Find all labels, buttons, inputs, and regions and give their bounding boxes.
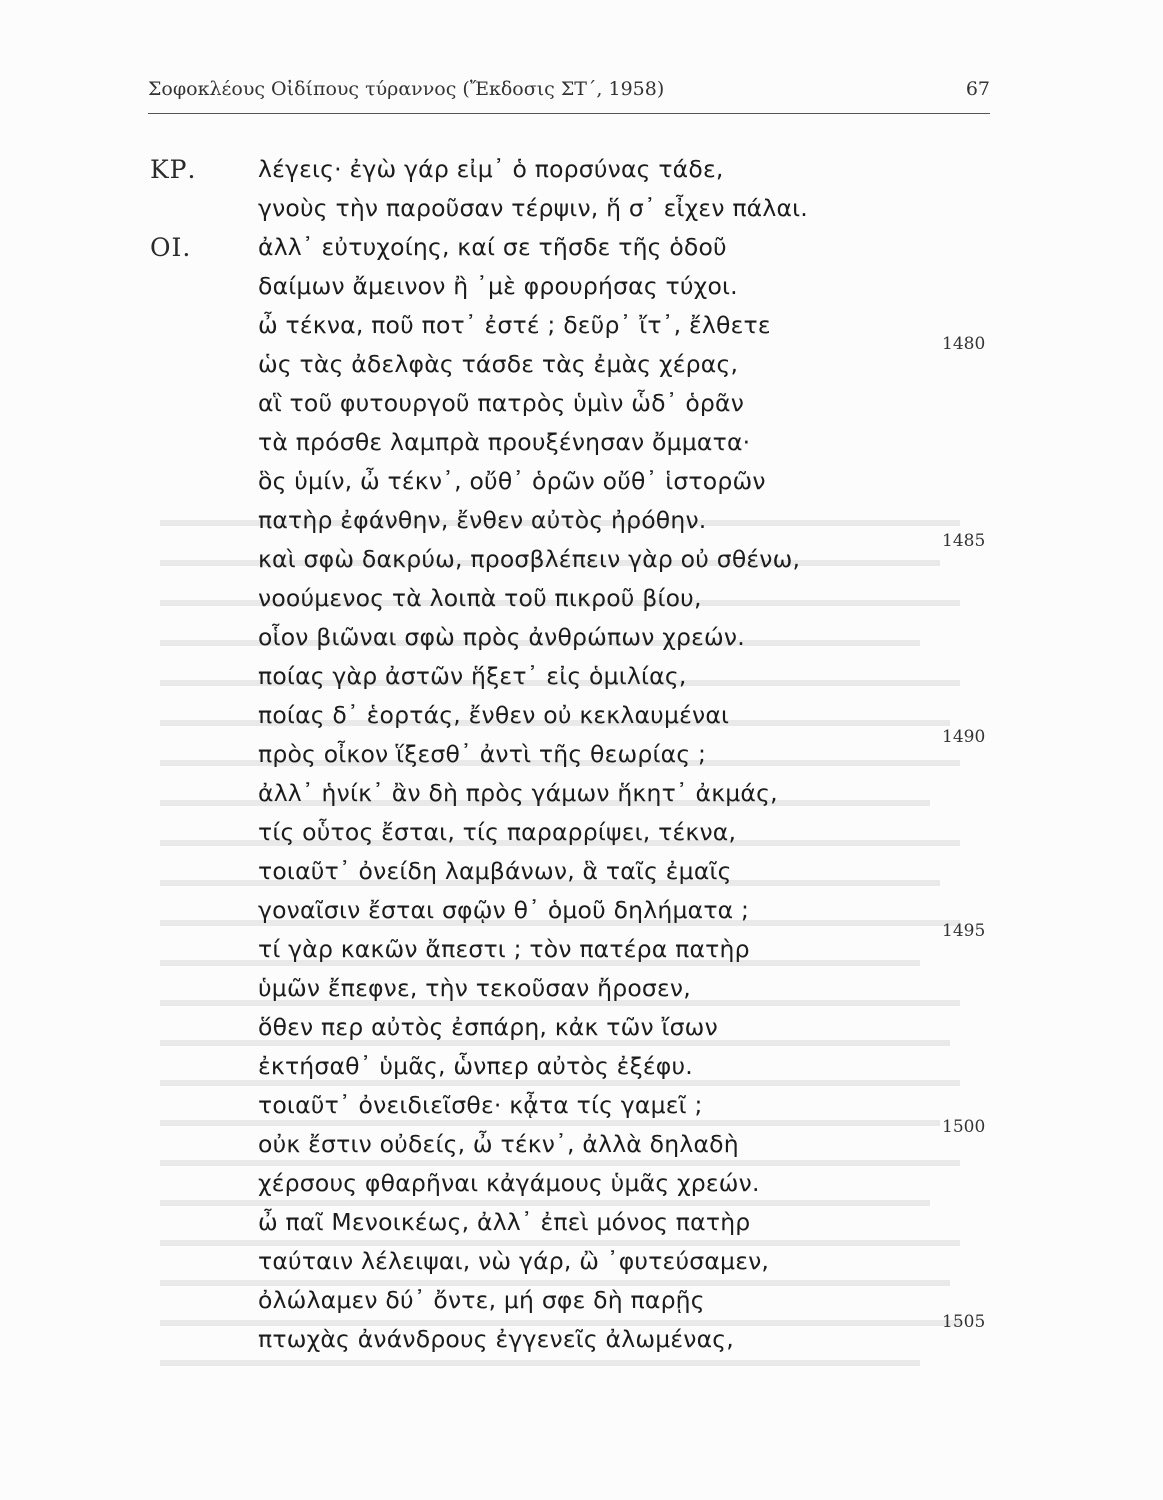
verse-line: ἀλλ᾿ εὐτυχοίης, καί σε τῆσδε τῆς ὁδοῦ (258, 233, 727, 261)
running-head (148, 78, 990, 108)
speaker-oidipous: ΟΙ. (150, 233, 192, 262)
verse-line: δαίμων ἄμεινον ἢ ᾿μὲ φρουρήσας τύχοι. (258, 272, 738, 300)
verse-line: τίς οὗτος ἔσται, τίς παραρρίψει, τέκνα, (258, 818, 737, 846)
verse-line: τοιαῦτ᾿ ὀνειδιεῖσθε· κᾆτα τίς γαμεῖ ; (258, 1091, 703, 1119)
verse-line: αἳ τοῦ φυτουργοῦ πατρὸς ὑμὶν ὧδ᾿ ὁρᾶν (258, 389, 745, 417)
verse-line: τοιαῦτ᾿ ὀνείδη λαμβάνων, ἃ ταῖς ἐμαῖς (258, 857, 732, 885)
page-number: 67 (965, 78, 990, 100)
verse-line: ἐκτήσαθ᾿ ὑμᾶς, ὧνπερ αὐτὸς ἐξέφυ. (258, 1052, 693, 1080)
verse-line: ἀλλ᾿ ἡνίκ᾿ ἂν δὴ πρὸς γάμων ἥκητ᾿ ἀκμάς, (258, 779, 778, 807)
line-number: 1490 (942, 727, 986, 747)
verse-line: οἷον βιῶναι σφὼ πρὸς ἀνθρώπων χρεών. (258, 623, 745, 651)
verse-line: πατὴρ ἐφάνθην, ἔνθεν αὐτὸς ἠρόθην. (258, 506, 707, 534)
running-head-title: Σοφοκλέους Οἰδίπους τύραννος (Ἔκδοσις ΣΤ΄, 1958) (148, 78, 665, 100)
line-number: 1505 (942, 1312, 986, 1332)
line-number: 1495 (942, 921, 986, 941)
verse-line: ὀλώλαμεν δύ᾿ ὄντε, μή σφε δὴ παρῇς (258, 1286, 705, 1314)
verse-line: πτωχὰς ἀνάνδρους ἐγγενεῖς ἀλωμένας, (258, 1325, 734, 1353)
verse-line: ὅθεν περ αὐτὸς ἐσπάρη, κἀκ τῶν ἴσων (258, 1013, 718, 1041)
verse-line: ὡς τὰς ἀδελφὰς τάσδε τὰς ἐμὰς χέρας, (258, 350, 739, 378)
verse-line: οὐκ ἔστιν οὐδείς, ὦ τέκν᾿, ἀλλὰ δηλαδὴ (258, 1130, 739, 1158)
verse-line: γοναῖσιν ἔσται σφῷν θ᾿ ὁμοῦ δηλήματα ; (258, 896, 750, 924)
verse-line: ταύταιν λέλειψαι, νὼ γάρ, ὢ ᾿φυτεύσαμεν, (258, 1247, 770, 1275)
verse-line: νοούμενος τὰ λοιπὰ τοῦ πικροῦ βίου, (258, 584, 702, 612)
verse-line: χέρσους φθαρῆναι κἀγάμους ὑμᾶς χρεών. (258, 1169, 760, 1197)
verse-line: ὃς ὑμίν, ὦ τέκν᾿, οὔθ᾿ ὁρῶν οὔθ᾿ ἱστορῶν (258, 467, 766, 495)
verse-line: τί γὰρ κακῶν ἄπεστι ; τὸν πατέρα πατὴρ (258, 935, 750, 963)
verse-line: τὰ πρόσθε λαμπρὰ προυξένησαν ὄμματα· (258, 428, 751, 456)
verse-line: ὦ παῖ Μενοικέως, ἀλλ᾿ ἐπεὶ μόνος πατὴρ (258, 1208, 751, 1236)
speaker-kreon: ΚΡ. (150, 155, 197, 184)
line-number: 1480 (942, 334, 986, 354)
line-number: 1485 (942, 531, 986, 551)
verse-line: ὑμῶν ἔπεφνε, τὴν τεκοῦσαν ἤροσεν, (258, 974, 691, 1002)
verse-line: καὶ σφὼ δακρύω, προσβλέπειν γὰρ οὐ σθένω, (258, 545, 801, 573)
line-number: 1500 (942, 1117, 986, 1137)
verse-line: ὦ τέκνα, ποῦ ποτ᾿ ἐστέ ; δεῦρ᾿ ἴτ᾿, ἔλθετε (258, 311, 771, 339)
header-rule (148, 113, 990, 114)
verse-line: ποίας γὰρ ἀστῶν ἥξετ᾿ εἰς ὁμιλίας, (258, 662, 687, 690)
verse-line: λέγεις· ἐγὼ γάρ εἰμ᾿ ὁ πορσύνας τάδε, (258, 155, 724, 183)
verse-line: πρὸς οἶκον ἵξεσθ᾿ ἀντὶ τῆς θεωρίας ; (258, 740, 707, 768)
verse-line: γνοὺς τὴν παροῦσαν τέρψιν, ἥ σ᾿ εἶχεν πάλαι. (258, 194, 808, 222)
verse-line: ποίας δ᾿ ἑορτάς, ἔνθεν οὐ κεκλαυμέναι (258, 701, 730, 729)
